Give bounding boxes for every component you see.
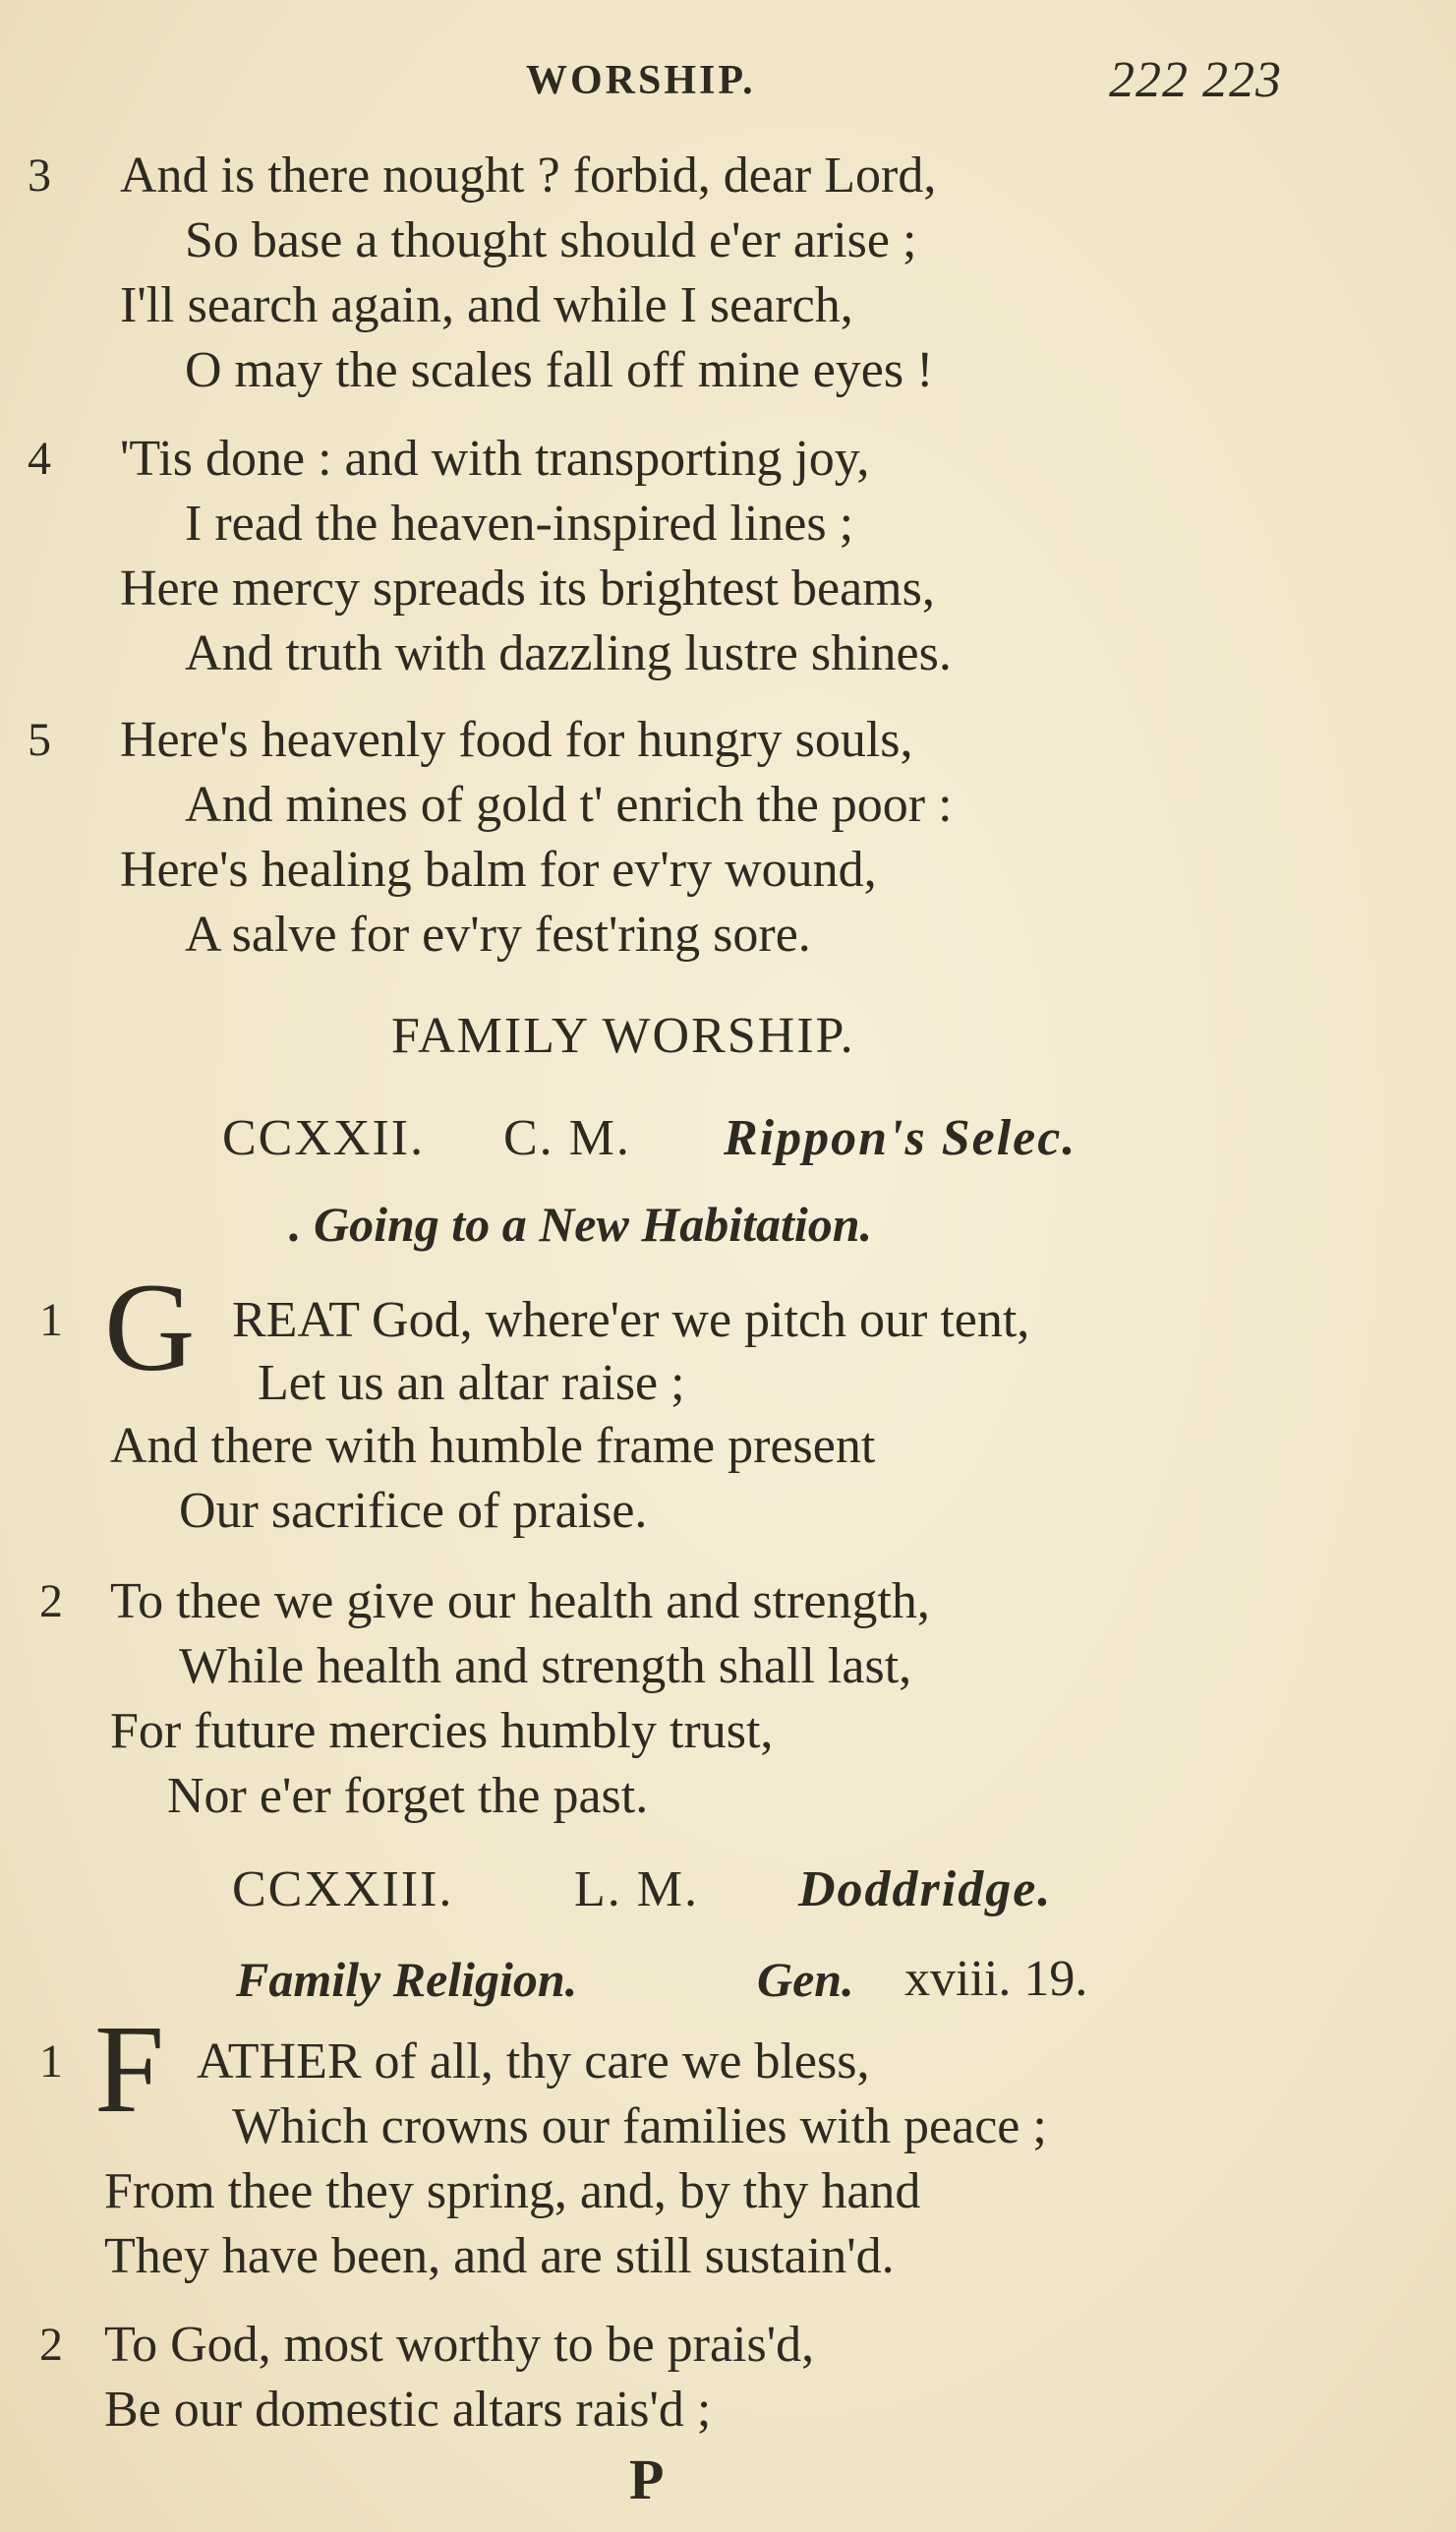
verse-line: Nor e'er forget the past. xyxy=(167,1768,649,1824)
verse-line: So base a thought should e'er arise ; xyxy=(185,212,917,268)
verse-line: And truth with dazzling lustre shines. xyxy=(185,625,952,681)
section-heading: FAMILY WORSHIP. xyxy=(391,1008,855,1064)
drop-capital: G xyxy=(104,1258,196,1397)
hymn-author: Rippon's Selec. xyxy=(724,1110,1077,1166)
hymn-meter: L. M. xyxy=(574,1861,699,1917)
verse-number: 4 xyxy=(28,433,51,485)
verse-line: 'Tis done : and with transporting joy, xyxy=(120,431,870,487)
signature-mark: P xyxy=(629,2447,665,2511)
scripture-verse: xviii. 19. xyxy=(904,1951,1088,2007)
verse-line: ATHER of all, thy care we bless, xyxy=(197,2033,870,2090)
hymn-author: Doddridge. xyxy=(798,1861,1053,1917)
hymn-subject: . Going to a New Habitation. xyxy=(289,1197,873,1252)
running-header xyxy=(0,52,1456,116)
verse-line: Here's healing balm for ev'ry wound, xyxy=(120,842,877,898)
running-title: WORSHIP. xyxy=(526,58,756,103)
hymn-meter: C. M. xyxy=(503,1110,631,1166)
verse-number: 3 xyxy=(28,149,51,202)
hymn-subject: Family Religion. xyxy=(236,1952,578,2007)
verse-line: I'll search again, and while I search, xyxy=(120,277,853,333)
verse-line: To God, most worthy to be prais'd, xyxy=(104,2317,815,2373)
verse-line: Here mercy spreads its brightest beams, xyxy=(120,560,935,617)
hymn-number: CCXXII. xyxy=(222,1110,426,1166)
verse-line: O may the scales fall off mine eyes ! xyxy=(185,342,934,398)
page-numbers: 222 223 xyxy=(1109,52,1282,108)
verse-line: And mines of gold t' enrich the poor : xyxy=(185,777,953,833)
verse-line: I read the heaven-inspired lines ; xyxy=(185,496,854,552)
verse-number: 2 xyxy=(39,2319,63,2371)
scripture-book: Gen. xyxy=(757,1952,854,2007)
verse-line: While health and strength shall last, xyxy=(179,1638,912,1694)
verse-line: To thee we give our health and strength, xyxy=(110,1573,930,1629)
drop-capital: F xyxy=(94,1999,165,2139)
verse-line: From thee they spring, and, by thy hand xyxy=(104,2163,921,2219)
verse-number: 1 xyxy=(39,1294,63,1346)
verse-line: And there with humble frame present xyxy=(110,1418,876,1474)
verse-line: Let us an altar raise ; xyxy=(258,1355,685,1411)
verse-line: Which crowns our families with peace ; xyxy=(232,2098,1047,2154)
verse-line: A salve for ev'ry fest'ring sore. xyxy=(185,907,811,963)
verse-line: Our sacrifice of praise. xyxy=(179,1483,648,1539)
verse-line: REAT God, where'er we pitch our tent, xyxy=(232,1292,1030,1348)
verse-line: And is there nought ? forbid, dear Lord, xyxy=(120,147,937,204)
verse-line: Here's heavenly food for hungry souls, xyxy=(120,712,913,768)
hymn-number: CCXXIII. xyxy=(232,1861,454,1917)
verse-number: 1 xyxy=(39,2035,63,2088)
verse-number: 5 xyxy=(28,714,51,766)
verse-line: They have been, and are still sustain'd. xyxy=(104,2228,895,2284)
verse-line: For future mercies humbly trust, xyxy=(110,1703,774,1759)
verse-line: Be our domestic altars rais'd ; xyxy=(104,2382,712,2438)
verse-number: 2 xyxy=(39,1575,63,1627)
